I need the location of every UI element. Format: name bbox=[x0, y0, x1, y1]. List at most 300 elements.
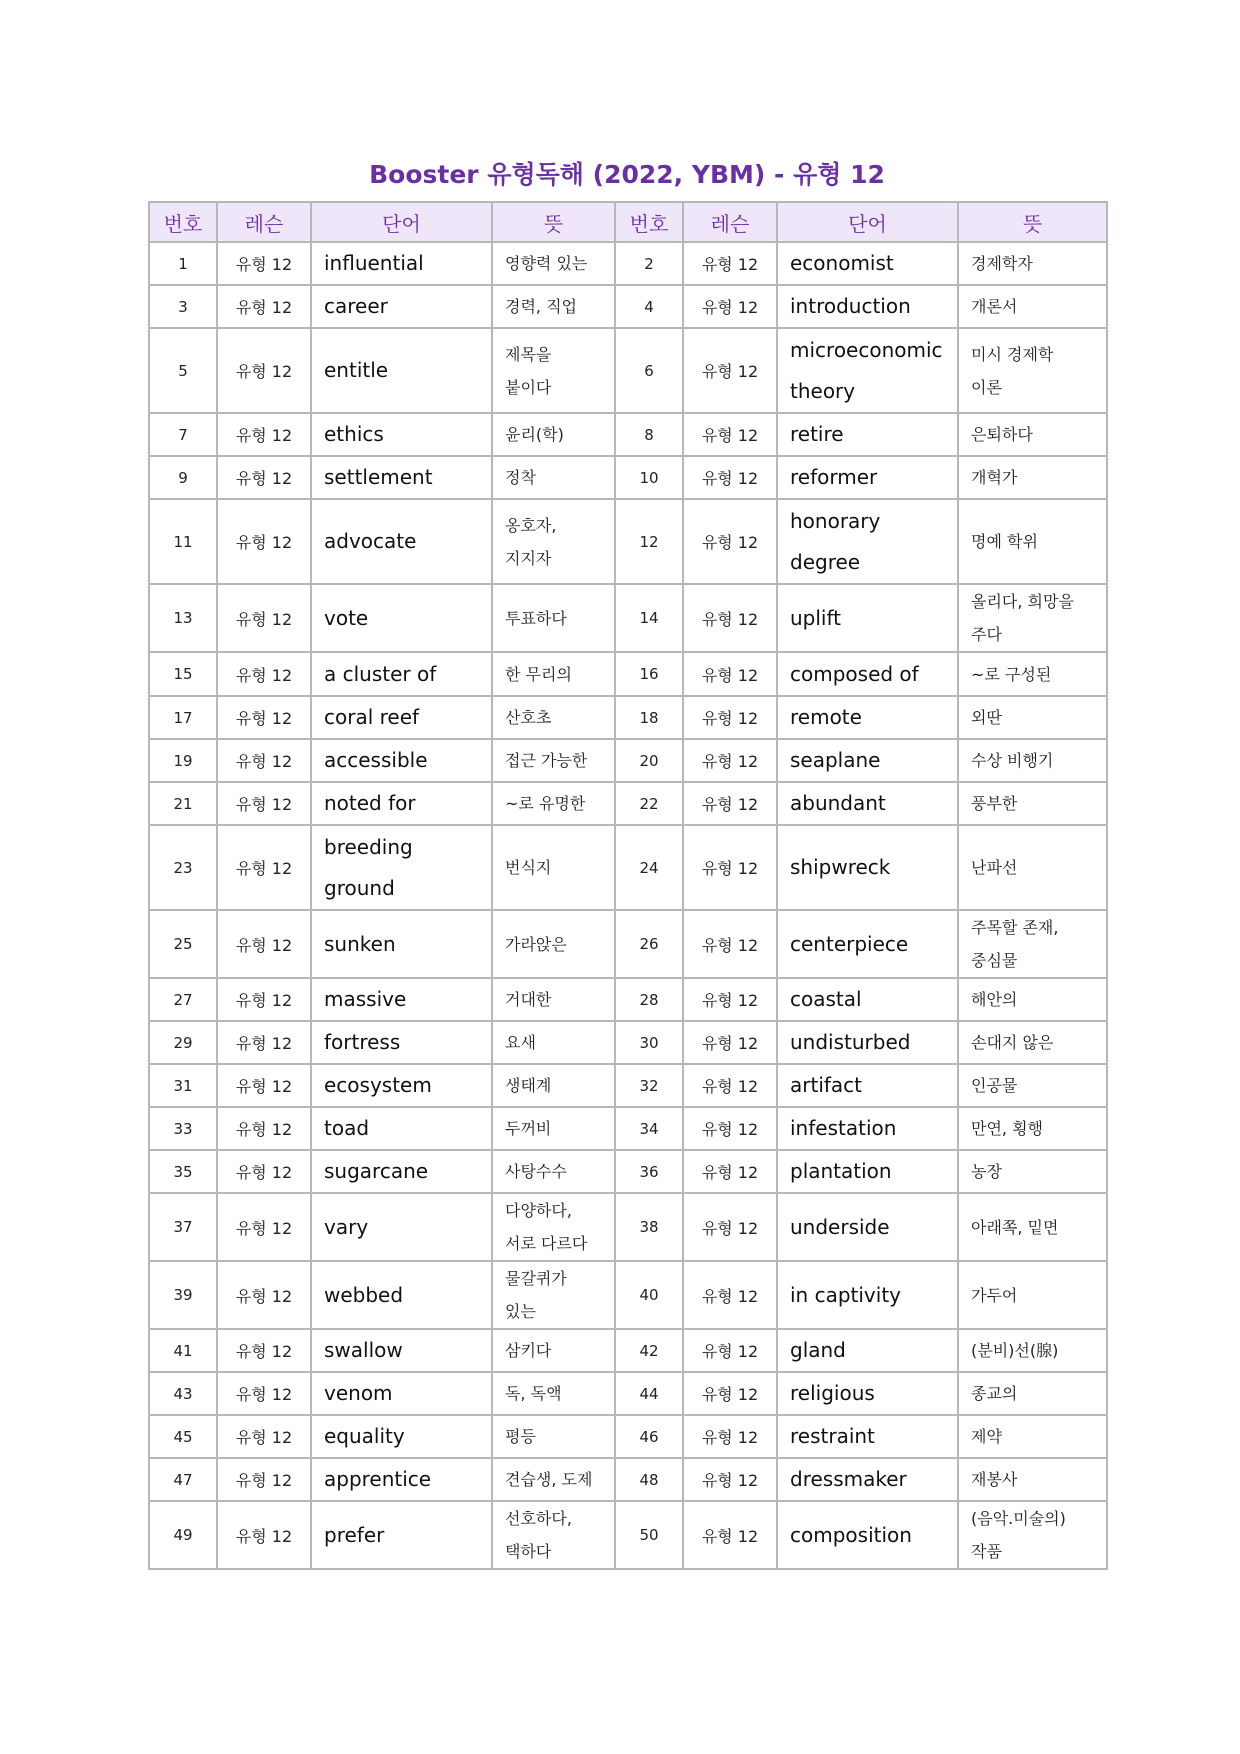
entry-word bbox=[777, 1064, 958, 1107]
entry-word bbox=[311, 1107, 492, 1150]
word-line: remote bbox=[790, 705, 862, 729]
meaning-line: 개혁가 bbox=[971, 468, 1018, 487]
meaning-line: 제약 bbox=[971, 1427, 1002, 1446]
entry-number: 32 bbox=[615, 1064, 683, 1107]
entry-meaning bbox=[958, 413, 1107, 456]
entry-word bbox=[311, 1064, 492, 1107]
entry-meaning bbox=[492, 739, 615, 782]
word-line: underside bbox=[790, 1214, 890, 1239]
meaning-line: 명예 학위 bbox=[971, 532, 1038, 551]
entry-lesson: 유형 12 bbox=[683, 978, 777, 1021]
meaning-line: 삼키다 bbox=[505, 1341, 552, 1360]
entry-lesson: 유형 12 bbox=[217, 242, 311, 285]
meaning-line: 견습생, 도제 bbox=[505, 1470, 593, 1489]
entry-number: 12 bbox=[615, 499, 683, 584]
entry-number: 5 bbox=[149, 328, 217, 413]
meaning-line: 선호하다, bbox=[505, 1509, 572, 1528]
word-line: sugarcane bbox=[324, 1159, 429, 1183]
entry-word bbox=[311, 978, 492, 1021]
entry-word bbox=[777, 1107, 958, 1150]
entry-meaning bbox=[958, 1261, 1107, 1329]
entry-number: 14 bbox=[615, 584, 683, 652]
entry-number: 40 bbox=[615, 1261, 683, 1329]
meaning-line: 다양하다, bbox=[505, 1201, 572, 1220]
header-lesson: 레슨 bbox=[683, 202, 777, 242]
entry-meaning bbox=[492, 499, 615, 584]
table-row bbox=[149, 1261, 1107, 1329]
meaning-line: 경력, 직업 bbox=[505, 297, 577, 316]
entry-meaning bbox=[958, 1458, 1107, 1501]
word-line: centerpiece bbox=[790, 931, 909, 956]
word-line: undisturbed bbox=[790, 1030, 911, 1054]
word-line: apprentice bbox=[324, 1467, 432, 1491]
entry-number: 26 bbox=[615, 910, 683, 978]
entry-lesson: 유형 12 bbox=[683, 1021, 777, 1064]
table-row bbox=[149, 285, 1107, 328]
entry-number: 37 bbox=[149, 1193, 217, 1261]
entry-lesson: 유형 12 bbox=[683, 1193, 777, 1261]
meaning-line: 윤리(학) bbox=[505, 425, 564, 444]
meaning-line: 거대한 bbox=[505, 990, 552, 1009]
entry-meaning bbox=[958, 1064, 1107, 1107]
entry-meaning bbox=[958, 910, 1107, 978]
entry-lesson: 유형 12 bbox=[217, 1329, 311, 1372]
word-line: dressmaker bbox=[790, 1467, 907, 1491]
header-meaning: 뜻 bbox=[492, 202, 615, 242]
entry-meaning bbox=[492, 1501, 615, 1569]
entry-meaning bbox=[958, 242, 1107, 285]
entry-number: 22 bbox=[615, 782, 683, 825]
table-row bbox=[149, 1415, 1107, 1458]
entry-number: 49 bbox=[149, 1501, 217, 1569]
meaning-line: 가라앉은 bbox=[505, 934, 567, 954]
meaning-line: 외딴 bbox=[971, 708, 1002, 727]
entry-meaning bbox=[492, 1261, 615, 1329]
entry-number: 39 bbox=[149, 1261, 217, 1329]
entry-word bbox=[777, 499, 958, 584]
table-row bbox=[149, 1064, 1107, 1107]
entry-lesson: 유형 12 bbox=[217, 782, 311, 825]
word-line: massive bbox=[324, 987, 407, 1011]
page-title: Booster 유형독해 (2022, YBM) - 유형 12 bbox=[369, 160, 885, 189]
entry-lesson: 유형 12 bbox=[217, 1415, 311, 1458]
meaning-line: 붙이다 bbox=[505, 377, 552, 397]
meaning-line: 평등 bbox=[505, 1427, 536, 1446]
entry-number: 15 bbox=[149, 652, 217, 696]
entry-meaning bbox=[492, 1458, 615, 1501]
entry-word bbox=[311, 739, 492, 782]
entry-lesson: 유형 12 bbox=[683, 456, 777, 499]
entry-lesson: 유형 12 bbox=[683, 910, 777, 978]
word-line: prefer bbox=[324, 1522, 385, 1547]
entry-meaning bbox=[958, 499, 1107, 584]
table-row bbox=[149, 696, 1107, 739]
entry-meaning bbox=[492, 1150, 615, 1193]
entry-number: 42 bbox=[615, 1329, 683, 1372]
entry-meaning bbox=[958, 825, 1107, 910]
entry-meaning bbox=[958, 584, 1107, 652]
entry-lesson: 유형 12 bbox=[683, 739, 777, 782]
entry-lesson: 유형 12 bbox=[217, 1501, 311, 1569]
table-row bbox=[149, 1372, 1107, 1415]
entry-number: 34 bbox=[615, 1107, 683, 1150]
word-line: microeconomic bbox=[790, 337, 943, 362]
entry-number: 8 bbox=[615, 413, 683, 456]
meaning-line: 요새 bbox=[505, 1033, 536, 1052]
entry-meaning bbox=[492, 584, 615, 652]
entry-meaning bbox=[492, 413, 615, 456]
entry-lesson: 유형 12 bbox=[217, 1372, 311, 1415]
entry-meaning bbox=[958, 1193, 1107, 1261]
meaning-line: 수상 비행기 bbox=[971, 751, 1054, 770]
entry-meaning bbox=[492, 652, 615, 696]
entry-lesson: 유형 12 bbox=[683, 696, 777, 739]
entry-number: 46 bbox=[615, 1415, 683, 1458]
header-word: 단어 bbox=[311, 202, 492, 242]
entry-word bbox=[777, 328, 958, 413]
entry-meaning bbox=[958, 1372, 1107, 1415]
meaning-line: ~로 구성된 bbox=[971, 664, 1052, 684]
word-line: ecosystem bbox=[324, 1073, 432, 1097]
word-line: entitle bbox=[324, 358, 389, 382]
word-line: vote bbox=[324, 605, 369, 630]
entry-meaning bbox=[492, 1064, 615, 1107]
word-line: infestation bbox=[790, 1116, 897, 1140]
entry-lesson: 유형 12 bbox=[217, 413, 311, 456]
entry-lesson: 유형 12 bbox=[217, 285, 311, 328]
entry-lesson: 유형 12 bbox=[217, 652, 311, 696]
word-line: accessible bbox=[324, 748, 428, 772]
word-line: influential bbox=[324, 251, 424, 275]
meaning-line: 작품 bbox=[971, 1542, 1002, 1561]
entry-lesson: 유형 12 bbox=[683, 1415, 777, 1458]
meaning-line: 독, 독액 bbox=[505, 1384, 562, 1403]
entry-meaning bbox=[492, 1415, 615, 1458]
entry-word bbox=[777, 1458, 958, 1501]
meaning-line: 농장 bbox=[971, 1162, 1002, 1181]
word-line: seaplane bbox=[790, 748, 881, 772]
meaning-line: 지지자 bbox=[505, 548, 552, 568]
meaning-line: 투표하다 bbox=[505, 608, 567, 628]
entry-word bbox=[777, 825, 958, 910]
word-line: retire bbox=[790, 422, 844, 446]
entry-lesson: 유형 12 bbox=[217, 696, 311, 739]
entry-word bbox=[777, 739, 958, 782]
entry-meaning bbox=[958, 1107, 1107, 1150]
entry-number: 24 bbox=[615, 825, 683, 910]
entry-meaning bbox=[492, 456, 615, 499]
entry-word bbox=[777, 910, 958, 978]
meaning-line: (음악.미술의) bbox=[971, 1509, 1066, 1528]
meaning-line: 물갈퀴가 bbox=[505, 1269, 567, 1288]
entry-meaning bbox=[492, 1372, 615, 1415]
entry-lesson: 유형 12 bbox=[683, 285, 777, 328]
entry-meaning bbox=[492, 1021, 615, 1064]
word-line: abundant bbox=[790, 791, 886, 815]
word-line: artifact bbox=[790, 1073, 863, 1097]
header-word: 단어 bbox=[777, 202, 958, 242]
entry-meaning bbox=[492, 696, 615, 739]
table-row bbox=[149, 1021, 1107, 1064]
entry-lesson: 유형 12 bbox=[217, 328, 311, 413]
entry-number: 2 bbox=[615, 242, 683, 285]
entry-number: 4 bbox=[615, 285, 683, 328]
entry-word bbox=[777, 1193, 958, 1261]
meaning-line: 옹호자, bbox=[505, 515, 557, 535]
entry-word bbox=[777, 413, 958, 456]
entry-meaning bbox=[958, 285, 1107, 328]
entry-lesson: 유형 12 bbox=[683, 499, 777, 584]
word-line: restraint bbox=[790, 1424, 875, 1448]
word-line: venom bbox=[324, 1381, 393, 1405]
meaning-line: 아래쪽, 밑면 bbox=[971, 1217, 1059, 1237]
entry-number: 25 bbox=[149, 910, 217, 978]
entry-number: 7 bbox=[149, 413, 217, 456]
header-meaning: 뜻 bbox=[958, 202, 1107, 242]
meaning-line: 만연, 횡행 bbox=[971, 1119, 1043, 1138]
entry-meaning bbox=[958, 1501, 1107, 1569]
meaning-line: 경제학자 bbox=[971, 254, 1033, 273]
word-line: introduction bbox=[790, 294, 911, 318]
entry-word bbox=[777, 782, 958, 825]
entry-number: 33 bbox=[149, 1107, 217, 1150]
meaning-line: 주다 bbox=[971, 625, 1002, 644]
table-row bbox=[149, 456, 1107, 499]
meaning-line: 이론 bbox=[971, 377, 1002, 397]
header-row bbox=[149, 202, 1107, 242]
meaning-line: 해안의 bbox=[971, 990, 1018, 1009]
entry-lesson: 유형 12 bbox=[217, 739, 311, 782]
word-line: plantation bbox=[790, 1159, 892, 1183]
meaning-line: 서로 다르다 bbox=[505, 1234, 588, 1253]
entry-word bbox=[311, 910, 492, 978]
entry-number: 27 bbox=[149, 978, 217, 1021]
entry-number: 50 bbox=[615, 1501, 683, 1569]
entry-lesson: 유형 12 bbox=[217, 1021, 311, 1064]
entry-lesson: 유형 12 bbox=[217, 978, 311, 1021]
entry-number: 44 bbox=[615, 1372, 683, 1415]
entry-word bbox=[311, 1193, 492, 1261]
table-row bbox=[149, 1193, 1107, 1261]
entry-lesson: 유형 12 bbox=[217, 1064, 311, 1107]
table-row bbox=[149, 1107, 1107, 1150]
entry-lesson: 유형 12 bbox=[217, 825, 311, 910]
word-line: a cluster of bbox=[324, 661, 437, 686]
meaning-line: 사탕수수 bbox=[505, 1162, 567, 1181]
table-row bbox=[149, 910, 1107, 978]
entry-word bbox=[777, 242, 958, 285]
entry-word bbox=[777, 978, 958, 1021]
entry-meaning bbox=[958, 696, 1107, 739]
entry-meaning bbox=[958, 739, 1107, 782]
entry-word bbox=[777, 1329, 958, 1372]
entry-lesson: 유형 12 bbox=[683, 1329, 777, 1372]
entry-number: 21 bbox=[149, 782, 217, 825]
word-line: coastal bbox=[790, 987, 862, 1011]
meaning-line: 재봉사 bbox=[971, 1470, 1018, 1489]
entry-meaning bbox=[492, 978, 615, 1021]
entry-number: 41 bbox=[149, 1329, 217, 1372]
word-line: degree bbox=[790, 549, 861, 574]
word-line: theory bbox=[790, 378, 856, 403]
entry-number: 17 bbox=[149, 696, 217, 739]
entry-word bbox=[777, 1150, 958, 1193]
entry-word bbox=[311, 1150, 492, 1193]
word-line: equality bbox=[324, 1424, 405, 1448]
meaning-line: 택하다 bbox=[505, 1542, 552, 1561]
meaning-line: 개론서 bbox=[971, 297, 1018, 316]
entry-lesson: 유형 12 bbox=[217, 1150, 311, 1193]
meaning-line: 한 무리의 bbox=[505, 664, 572, 684]
meaning-line: 두꺼비 bbox=[505, 1119, 552, 1138]
meaning-line: 있는 bbox=[505, 1302, 536, 1321]
entry-word bbox=[311, 413, 492, 456]
entry-word bbox=[777, 1415, 958, 1458]
word-line: reformer bbox=[790, 465, 878, 489]
entry-lesson: 유형 12 bbox=[683, 242, 777, 285]
word-line: breeding bbox=[324, 834, 413, 859]
meaning-line: 가두어 bbox=[971, 1285, 1018, 1305]
meaning-line: 중심물 bbox=[971, 951, 1018, 970]
header-number: 번호 bbox=[615, 202, 683, 242]
word-line: fortress bbox=[324, 1030, 401, 1054]
entry-number: 10 bbox=[615, 456, 683, 499]
entry-number: 38 bbox=[615, 1193, 683, 1261]
header-lesson: 레슨 bbox=[217, 202, 311, 242]
entry-meaning bbox=[958, 978, 1107, 1021]
entry-lesson: 유형 12 bbox=[683, 1107, 777, 1150]
entry-lesson: 유형 12 bbox=[683, 1458, 777, 1501]
header-number: 번호 bbox=[149, 202, 217, 242]
entry-number: 3 bbox=[149, 285, 217, 328]
word-line: advocate bbox=[324, 529, 417, 553]
entry-number: 28 bbox=[615, 978, 683, 1021]
word-line: composition bbox=[790, 1522, 912, 1547]
meaning-line: 생태계 bbox=[505, 1076, 552, 1095]
word-line: sunken bbox=[324, 931, 396, 956]
entry-meaning bbox=[492, 242, 615, 285]
entry-number: 23 bbox=[149, 825, 217, 910]
entry-number: 13 bbox=[149, 584, 217, 652]
table-row bbox=[149, 1329, 1107, 1372]
word-line: toad bbox=[324, 1116, 370, 1140]
entry-meaning bbox=[492, 285, 615, 328]
entry-meaning bbox=[958, 652, 1107, 696]
entry-number: 31 bbox=[149, 1064, 217, 1107]
word-line: vary bbox=[324, 1214, 369, 1239]
word-line: economist bbox=[790, 251, 894, 275]
entry-word bbox=[311, 782, 492, 825]
table-body bbox=[149, 242, 1107, 1569]
entry-lesson: 유형 12 bbox=[217, 1458, 311, 1501]
meaning-line: 주목할 존재, bbox=[971, 918, 1059, 937]
entry-meaning bbox=[492, 1107, 615, 1150]
entry-number: 45 bbox=[149, 1415, 217, 1458]
entry-lesson: 유형 12 bbox=[217, 910, 311, 978]
meaning-line: 미시 경제학 bbox=[971, 344, 1054, 364]
entry-meaning bbox=[958, 1415, 1107, 1458]
entry-word bbox=[311, 285, 492, 328]
entry-lesson: 유형 12 bbox=[683, 1150, 777, 1193]
entry-meaning bbox=[492, 910, 615, 978]
entry-word bbox=[311, 584, 492, 652]
table-row bbox=[149, 242, 1107, 285]
table-row bbox=[149, 1501, 1107, 1569]
entry-number: 20 bbox=[615, 739, 683, 782]
entry-lesson: 유형 12 bbox=[217, 1107, 311, 1150]
meaning-line: 번식지 bbox=[505, 858, 552, 877]
table-row bbox=[149, 652, 1107, 696]
entry-number: 30 bbox=[615, 1021, 683, 1064]
entry-lesson: 유형 12 bbox=[217, 456, 311, 499]
word-line: religious bbox=[790, 1381, 875, 1405]
entry-meaning bbox=[958, 1021, 1107, 1064]
word-line: in captivity bbox=[790, 1282, 902, 1307]
meaning-line: 영향력 있는 bbox=[505, 254, 588, 273]
entry-number: 43 bbox=[149, 1372, 217, 1415]
entry-word bbox=[311, 499, 492, 584]
entry-word bbox=[311, 242, 492, 285]
entry-lesson: 유형 12 bbox=[217, 1261, 311, 1329]
entry-word bbox=[777, 696, 958, 739]
entry-meaning bbox=[958, 328, 1107, 413]
entry-word bbox=[311, 696, 492, 739]
table-row bbox=[149, 413, 1107, 456]
table-row bbox=[149, 584, 1107, 652]
entry-lesson: 유형 12 bbox=[683, 1372, 777, 1415]
entry-number: 11 bbox=[149, 499, 217, 584]
entry-meaning bbox=[492, 1329, 615, 1372]
table-row bbox=[149, 499, 1107, 584]
word-line: uplift bbox=[790, 605, 842, 630]
entry-word bbox=[311, 825, 492, 910]
entry-number: 47 bbox=[149, 1458, 217, 1501]
entry-lesson: 유형 12 bbox=[683, 1261, 777, 1329]
entry-word bbox=[777, 584, 958, 652]
table-row bbox=[149, 328, 1107, 413]
table-row bbox=[149, 739, 1107, 782]
entry-number: 19 bbox=[149, 739, 217, 782]
meaning-line: 산호초 bbox=[505, 708, 552, 727]
vocabulary-table bbox=[148, 201, 1108, 1570]
word-line: webbed bbox=[324, 1282, 404, 1307]
meaning-line: 정착 bbox=[505, 468, 536, 487]
entry-word bbox=[777, 1021, 958, 1064]
entry-lesson: 유형 12 bbox=[217, 1193, 311, 1261]
entry-meaning bbox=[958, 782, 1107, 825]
entry-number: 48 bbox=[615, 1458, 683, 1501]
entry-lesson: 유형 12 bbox=[683, 413, 777, 456]
entry-meaning bbox=[492, 1193, 615, 1261]
meaning-line: 풍부한 bbox=[971, 794, 1018, 813]
entry-word bbox=[311, 1372, 492, 1415]
meaning-line: 제목을 bbox=[505, 344, 552, 364]
entry-meaning bbox=[492, 782, 615, 825]
meaning-line: 은퇴하다 bbox=[971, 425, 1033, 444]
word-line: ethics bbox=[324, 422, 384, 446]
entry-number: 1 bbox=[149, 242, 217, 285]
meaning-line: 접근 가능한 bbox=[505, 751, 588, 770]
word-line: composed of bbox=[790, 661, 919, 686]
table-row bbox=[149, 1458, 1107, 1501]
word-line: noted for bbox=[324, 791, 416, 815]
entry-meaning bbox=[958, 1150, 1107, 1193]
entry-word bbox=[777, 1501, 958, 1569]
meaning-line: 종교의 bbox=[971, 1384, 1018, 1403]
entry-meaning bbox=[492, 328, 615, 413]
entry-meaning bbox=[492, 825, 615, 910]
word-line: swallow bbox=[324, 1338, 403, 1362]
